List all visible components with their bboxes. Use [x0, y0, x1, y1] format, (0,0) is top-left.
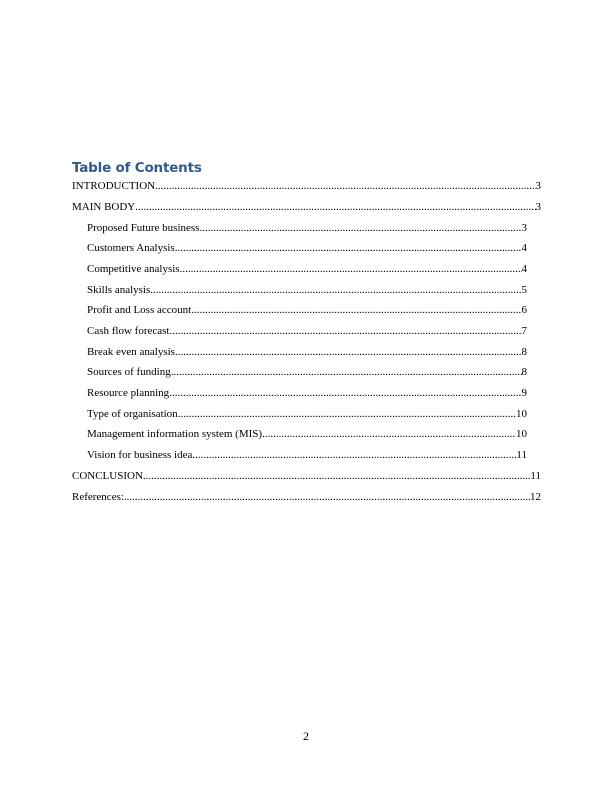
toc-entry[interactable]	[87, 426, 527, 442]
toc-entry-page: 8	[521, 346, 527, 358]
toc-entry[interactable]	[72, 489, 541, 505]
toc-entry-label: Competitive analysis	[87, 263, 180, 275]
toc-entry-label: Resource planning	[87, 387, 170, 399]
toc-entry-page: 6	[521, 304, 527, 316]
toc-entry-label: Type of organisation	[87, 408, 178, 420]
toc-entry-label: CONCLUSION	[72, 470, 143, 482]
toc-entry-label: Break even analysis	[87, 346, 175, 358]
toc-entry-page: 3	[535, 201, 541, 213]
toc-leader-dots	[199, 220, 521, 236]
toc-entry-page: 5	[521, 284, 527, 296]
toc-entry-page: 4	[521, 242, 527, 254]
toc-entry-page: 9	[521, 387, 527, 399]
toc-entry[interactable]	[87, 220, 527, 236]
toc-entry-label: MAIN BODY	[72, 201, 136, 213]
toc-entry-label: Skills analysis	[87, 284, 151, 296]
toc-entry-page: 11	[516, 449, 527, 461]
toc-entry-page: 10	[516, 408, 527, 420]
toc-leader-dots	[262, 426, 516, 442]
toc-entry-page: 7	[521, 325, 527, 337]
toc-entry[interactable]	[72, 178, 541, 194]
toc-leader-dots	[124, 489, 530, 505]
toc-entry-page: 3	[521, 222, 527, 234]
toc-entry[interactable]	[87, 240, 527, 256]
toc-entry-label: Vision for business idea	[87, 449, 193, 461]
toc-leader-dots	[178, 406, 516, 422]
toc-entry-page: 12	[530, 491, 541, 503]
toc-entry-label: Cash flow forecast	[87, 325, 170, 337]
toc-leader-dots	[175, 240, 522, 256]
toc-entry[interactable]	[87, 385, 527, 401]
toc-entry-label: Management information system (MIS)	[87, 428, 263, 440]
toc-entry[interactable]	[87, 323, 527, 339]
toc-entry[interactable]	[87, 302, 527, 318]
toc-entry[interactable]	[87, 447, 527, 463]
toc-entry-page: 4	[521, 263, 527, 275]
toc-leader-dots	[143, 468, 531, 484]
toc-entry-page: 11	[530, 470, 541, 482]
toc-entry[interactable]	[87, 364, 527, 380]
toc-leader-dots	[150, 282, 521, 298]
toc-entry-label: Proposed Future business	[87, 222, 200, 234]
toc-entry-page: 8	[521, 366, 527, 378]
toc-leader-dots	[169, 323, 521, 339]
toc-leader-dots	[169, 385, 521, 401]
toc-entry[interactable]	[72, 199, 541, 215]
toc-entry[interactable]	[87, 261, 527, 277]
toc-entry-label: References:	[72, 491, 124, 503]
toc-leader-dots	[175, 344, 522, 360]
page-number: 2	[303, 729, 309, 743]
toc-leader-dots	[191, 302, 521, 318]
toc-entry-label: Profit and Loss account	[87, 304, 192, 316]
toc-entry[interactable]	[87, 344, 527, 360]
toc-entry-label: INTRODUCTION	[72, 180, 156, 192]
toc-leader-dots	[171, 364, 522, 380]
toc-leader-dots	[155, 178, 535, 194]
toc-leader-dots	[180, 261, 522, 277]
toc-entry-label: Customers Analysis	[87, 242, 175, 254]
toc-leader-dots	[135, 199, 535, 215]
toc-entry-page: 3	[535, 180, 541, 192]
toc-heading: Table of Contents	[72, 160, 202, 176]
toc-entry[interactable]	[87, 282, 527, 298]
toc-entry-page: 10	[516, 428, 527, 440]
toc-entry[interactable]	[87, 406, 527, 422]
toc-leader-dots	[192, 447, 516, 463]
toc-entry-label: Sources of funding	[87, 366, 171, 378]
toc-entry[interactable]	[72, 468, 541, 484]
